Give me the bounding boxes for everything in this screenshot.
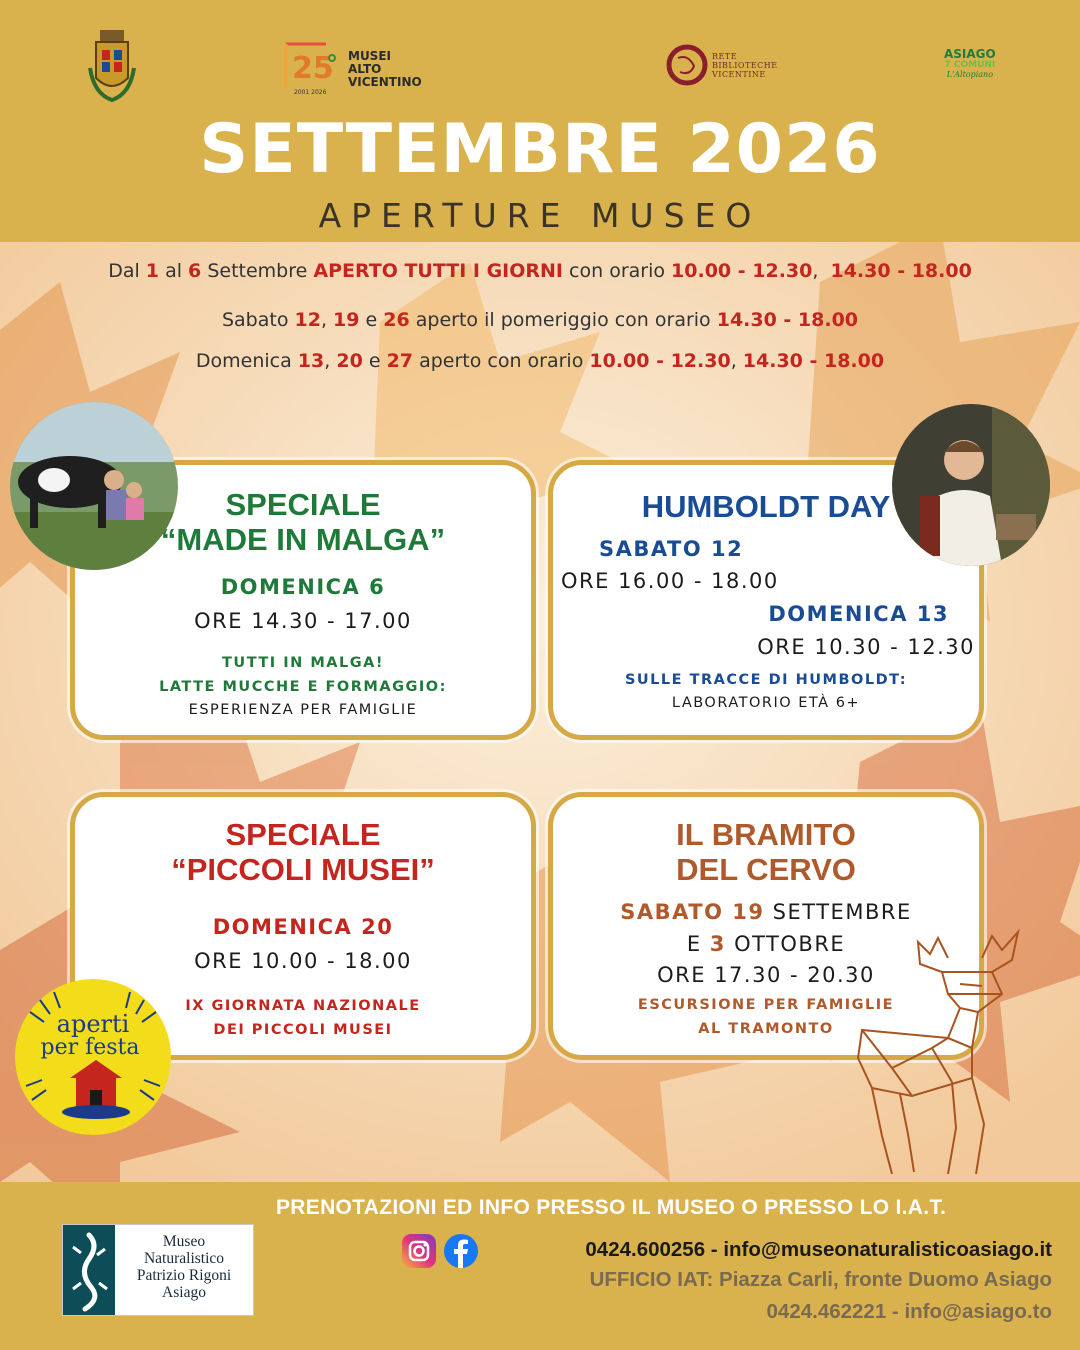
malga-note-2: LATTE MUCCHE E FORMAGGIO: — [159, 679, 447, 695]
sched2-text: Sabato — [221, 309, 295, 331]
sched2-text: aperto il pomeriggio con orario — [409, 309, 717, 331]
vicentino-word: VICENTINO — [348, 74, 422, 89]
musei-word: MUSEI — [348, 48, 391, 63]
sched1-text: al — [159, 260, 189, 282]
aperti-per-festa-badge — [10, 976, 176, 1138]
sched1-day1: 1 — [145, 260, 160, 282]
sched3-day3: 27 — [386, 350, 414, 372]
humboldt-hours-2: ORE 10.30 - 12.30 — [757, 635, 975, 659]
sched1-open-all: APERTO TUTTI I GIORNI — [313, 260, 564, 282]
sched2-day3: 26 — [383, 309, 410, 331]
sched3-hours1: 10.00 - 12.30 — [589, 350, 731, 372]
rete-word: RETE — [712, 51, 738, 61]
bramito-date-1: SABATO 19 — [620, 900, 765, 924]
sched2-text: e — [359, 309, 384, 331]
bramito-conj: E — [686, 932, 710, 956]
sched1-hours2: 14.30 - 18.00 — [830, 260, 972, 282]
malga-note-1: TUTTI IN MALGA! — [222, 655, 384, 671]
piccoli-title-2: “PICCOLI MUSEI” — [171, 852, 435, 887]
bramito-month-2: OTTOBRE — [725, 932, 846, 956]
sched3-text: aperto con orario — [413, 350, 590, 372]
museo-line-4: Asiago — [162, 1284, 206, 1301]
geometric-deer-illustration — [852, 928, 1052, 1180]
footer-contact-1: 0424.600256 - info@museonaturalisticoasiago.it — [585, 1238, 1052, 1261]
humboldt-note-2: LABORATORIO ETÀ 6+ — [671, 695, 861, 711]
footer-contact-3: 0424.462221 - info@asiago.to — [766, 1300, 1052, 1323]
bramito-month-1: SETTEMBRE — [764, 900, 912, 924]
museo-line-2: Naturalistico — [143, 1250, 225, 1267]
schedule-line-2 — [0, 309, 1080, 331]
rete-circle-icon — [666, 44, 708, 86]
footer-title: PRENOTAZIONI ED INFO PRESSO IL MUSEO O PRESSO LO I.A.T. — [276, 1196, 947, 1219]
piccoli-note-2: DEI PICCOLI MUSEI — [213, 1022, 393, 1038]
humboldt-day-1: SABATO 12 — [599, 537, 744, 561]
sched2-day1: 12 — [294, 309, 321, 331]
rete-biblioteche-logo — [666, 44, 778, 86]
malga-title-1: SPECIALE — [225, 487, 381, 522]
humboldt-day-2: DOMENICA 13 — [768, 602, 949, 626]
badge-line-2: per festa — [40, 1035, 140, 1060]
malga-note-3: ESPERIENZA PER FAMIGLIE — [188, 702, 418, 718]
page-subtitle: APERTURE MUSEO — [318, 196, 762, 235]
bramito-title-2: DEL CERVO — [676, 852, 856, 887]
humboldt-hours-1: ORE 16.00 - 18.00 — [561, 569, 779, 593]
footer — [0, 1182, 1080, 1350]
schedule-line-3 — [0, 350, 1080, 372]
biblioteche-word: BIBLIOTECHE — [712, 60, 778, 70]
humboldt-portrait-photo — [892, 404, 1050, 566]
page-title: SETTEMBRE 2026 — [199, 110, 881, 189]
bramito-title-1: IL BRAMITO — [676, 817, 856, 852]
schedule-line-1 — [0, 260, 1080, 282]
malga-day: DOMENICA 6 — [220, 575, 386, 599]
vicentine-word: VICENTINE — [712, 69, 766, 79]
sched1-text: con orario — [563, 260, 672, 282]
cow-milking-photo — [10, 402, 178, 570]
bramito-note-1: ESCURSIONE PER FAMIGLIE — [637, 997, 895, 1013]
musei-alto-vicentino-logo — [282, 40, 422, 98]
sched3-hours2: 14.30 - 18.00 — [742, 350, 885, 372]
alto-word: ALTO — [348, 61, 382, 76]
sched2-hours: 14.30 - 18.00 — [716, 309, 859, 331]
bramito-note-2: AL TRAMONTO — [698, 1021, 834, 1037]
museo-line-1: Museo — [162, 1233, 206, 1250]
sched3-day2: 20 — [336, 350, 363, 372]
musei-25-text: 25 — [292, 51, 334, 86]
asiago-word: ASIAGO — [944, 47, 996, 61]
footer-contact-2: UFFICIO IAT: Piazza Carli, fronte Duomo Asiago — [589, 1268, 1052, 1291]
city-crest-logo — [86, 28, 138, 108]
museo-naturalistico-logo — [62, 1224, 254, 1316]
museo-lizard-icon — [63, 1225, 115, 1315]
musei-25-mark — [282, 40, 342, 98]
sched1-day2: 6 — [188, 260, 202, 282]
piccoli-hours: ORE 10.00 - 18.00 — [194, 949, 412, 973]
malga-title-2: “MADE IN MALGA” — [160, 522, 446, 557]
sched3-day1: 13 — [297, 350, 325, 372]
piccoli-title-1: SPECIALE — [225, 817, 381, 852]
sched2-day2: 19 — [333, 309, 360, 331]
humboldt-title: HUMBOLDT DAY — [641, 489, 891, 524]
altopiano-word: L'Altopiano — [946, 70, 994, 79]
sched1-text: Dal — [108, 260, 146, 282]
musei-years: 2001 2026 — [294, 89, 327, 96]
instagram-icon[interactable] — [402, 1234, 436, 1268]
sched3-text: e — [362, 350, 387, 372]
bramito-date-line-1 — [553, 900, 979, 924]
facebook-icon[interactable] — [444, 1234, 478, 1268]
piccoli-note-1: IX GIORNATA NAZIONALE — [185, 998, 421, 1014]
sched3-text: , — [324, 350, 337, 372]
sette-comuni-word: 7 COMUNI — [944, 60, 996, 70]
piccoli-day: DOMENICA 20 — [212, 915, 394, 939]
malga-hours: ORE 14.30 - 17.00 — [194, 609, 412, 633]
sched3-text: Domenica — [195, 350, 298, 372]
sched3-sep: , — [730, 350, 743, 372]
sched1-hours1: 10.00 - 12.30 — [671, 260, 813, 282]
asiago-7-comuni-logo — [944, 48, 996, 80]
sched1-text: Settembre — [201, 260, 314, 282]
museo-line-3: Patrizio Rigoni — [136, 1267, 232, 1284]
sched1-sep: , — [812, 260, 831, 282]
header — [0, 0, 1080, 242]
bramito-hours: ORE 17.30 - 20.30 — [657, 963, 875, 987]
sched2-text: , — [320, 309, 334, 331]
badge-line-1: aperti — [56, 1010, 130, 1038]
humboldt-note-1: SULLE TRACCE DI HUMBOLDT: — [624, 672, 908, 688]
bramito-date-2: 3 — [709, 932, 726, 956]
